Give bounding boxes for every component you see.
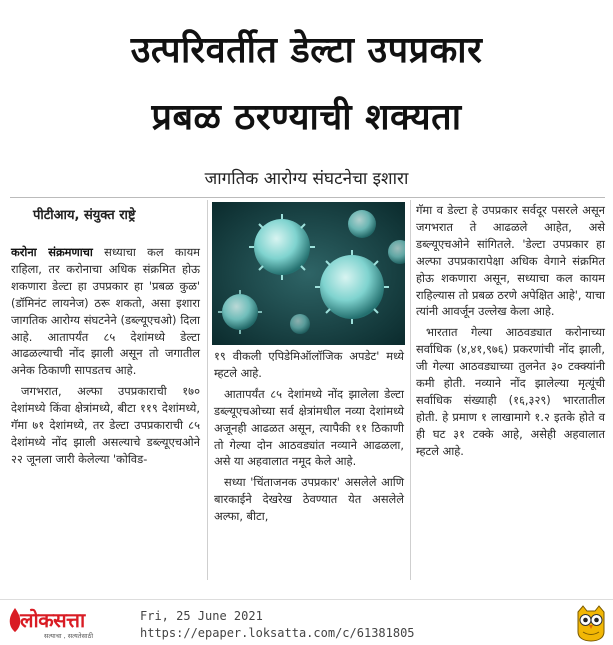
coronavirus-illustration — [212, 202, 405, 345]
paragraph: सध्या 'चिंताजनक उपप्रकार' असलेले आणि बारकाईने देखरेख ठेवण्यात येत असलेले अल्फा, बीटा, — [214, 475, 404, 524]
footer-divider — [0, 599, 613, 600]
logo-text: लोकसत्ता — [20, 608, 85, 632]
paragraph: १९ वीकली एपिडेमिऑलॉजिक अपडेट' मध्ये म्हटले आहे. — [214, 349, 404, 380]
column-divider-2 — [410, 200, 411, 580]
paragraph: जगभरात, अल्फा उपप्रकाराची १७० देशांमध्ये किंवा क्षेत्रांमध्ये, बीटा ११९ देशांमध्ये, गॅमा ७१ देशांमध्ये, तर डेल्टा उपप्रकाराची ८५ देशांमध्ये नोंद झाली असल्याचे डब्ल्यूएचओने २२ जूनला जारी केलेल्या 'कोविड- — [11, 384, 200, 466]
edition-date: Fri, 25 June 2021 — [140, 609, 263, 623]
article-column-3 — [416, 202, 605, 464]
logo-tagline: सत्याचा , सत्यतेसाठी — [44, 632, 94, 640]
headline-line-1: उत्परिवर्तीत डेल्टा उपप्रकार — [130, 30, 483, 71]
virus-particle-2 — [315, 250, 389, 324]
lead-in: करोना संक्रमणाचा — [11, 245, 93, 259]
paragraph: गॅमा व डेल्टा हे उपप्रकार सर्वदूर पसरले असून जगभरात ते आढळले आहेत, असे डब्ल्यूएचओने सांगितले. 'डेल्टा उपप्रकार हा अल्फा उपप्रकारापेक्षा अधिक वेगाने संक्रमित होऊ शकणारा असून, सध्याचा कल कायम राहिल्यास तो प्रबळ ठरणे अपेक्षित आहे', याचा त्यांनी आवर्जून उल्लेख केला आहे. — [416, 203, 605, 319]
article-column-1 — [11, 244, 200, 472]
column-divider-1 — [207, 200, 208, 580]
loksatta-logo[interactable] — [8, 605, 118, 640]
divider-top — [10, 197, 605, 198]
owl-icon[interactable] — [574, 604, 608, 642]
article-url[interactable]: https://epaper.loksatta.com/c/61381805 — [140, 626, 415, 640]
paragraph — [11, 244, 200, 379]
paragraph: भारतात गेल्या आठवड्यात करोनाच्या सर्वाधिक (४,४१,९७६) प्रकरणांची नोंद झाली, जी गेल्या आठवड्याच्या तुलनेत ३० टक्क्यांनी कमी होती. नव्याने नोंद झालेल्या मृत्यूंची सर्वाधिक संख्याही (१६,३२९) भारतातील होती. हे प्रमाण १ लाखामागे १.२ इतके होते व ही घट ३१ टक्के आहे, असेही अहवालात म्हटले आहे. — [416, 325, 605, 458]
headline-line-2: प्रबळ ठरण्याची शक्यता — [151, 97, 462, 138]
subheadline: जागतिक आरोग्य संघटनेचा इशारा — [204, 169, 409, 189]
article-column-2 — [214, 348, 404, 529]
paragraph: आतापर्यंत ८५ देशांमध्ये नोंद झालेला डेल्टा डब्ल्यूएचओच्या सर्व क्षेत्रांमधील नव्या देशांमध्ये अजूनही आढळत असून, त्यापैकी ११ ठिकाणी तो गेल्या दोन आठवड्यांत नव्याने आढळला, असे या अहवालात नमूद केले आहे. — [214, 386, 404, 469]
paragraph-text: सध्याचा कल कायम राहिला, तर करोनाचा अधिक संक्रमित होऊ शकणारा डेल्टा हा उपप्रकार हा 'प्रबळ कुळ' (डॉमिनंट लायनेज) ठरू शकतो, असा इशारा जागतिक आरोग्य संघटनेने (डब्ल्यूएचओ) दिला आहे. आतापर्यंत ८५ देशांमध्ये डेल्टा आढळल्याची नोंद झाली असून तो जगातील अनेक ठिकाणी सापडतच आहे. — [11, 245, 200, 378]
byline: पीटीआय, संयुक्त राष्ट्रे — [33, 208, 136, 223]
